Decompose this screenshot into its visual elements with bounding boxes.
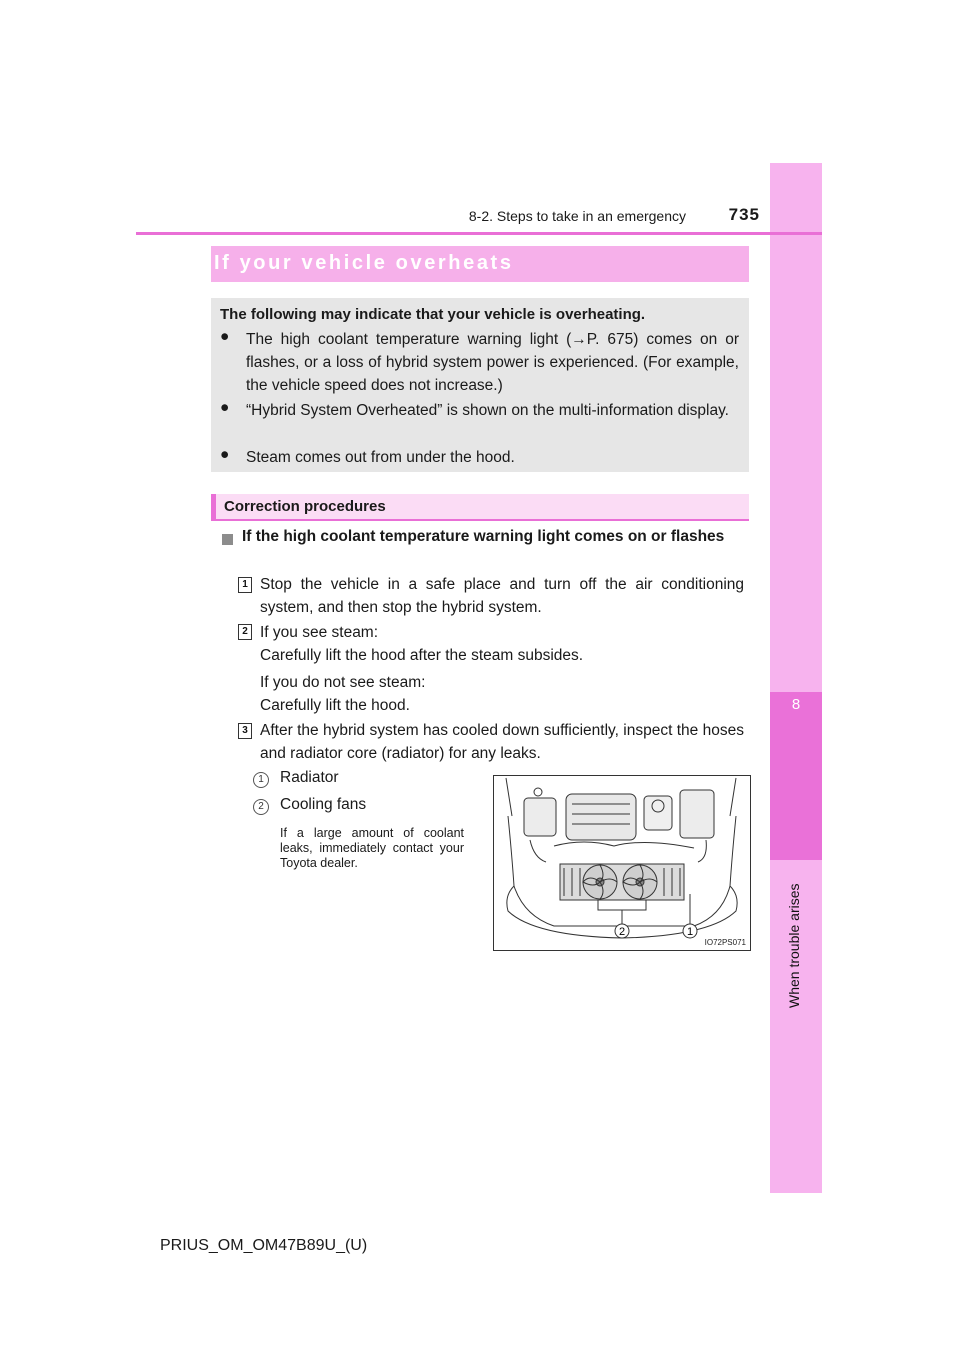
callout-number: 2 (253, 799, 269, 815)
step-text: If you see steam: (260, 624, 379, 641)
symptoms-lead: The following may indicate that your vehicle is overheating. (220, 306, 646, 323)
step-text: If you do not see steam: (260, 674, 426, 691)
document-code: PRIUS_OM_OM47B89U_(U) (160, 1237, 368, 1254)
engine-bay-drawing (494, 776, 750, 950)
engine-bay-illustration (493, 775, 751, 951)
figure-code: IO72PS071 (704, 938, 746, 947)
correction-heading-rule (211, 519, 749, 521)
chapter-title: When trouble arises (786, 883, 802, 1008)
bullet-dot: ● (220, 446, 230, 463)
legend-label: Radiator (280, 769, 339, 786)
square-bullet-icon (222, 534, 233, 545)
step-text: Carefully lift the hood after the steam subsides. (260, 647, 584, 664)
bullet-dot: ● (220, 328, 230, 345)
page-title: If your vehicle overheats (214, 252, 514, 274)
symptom-item: “Hybrid System Overheated” is shown on the multi-information display. (246, 402, 729, 419)
page-number: 735 (728, 205, 760, 224)
symptom-item: The high coolant temperature warning light (→P. 675) comes on or flashes, or a loss of hybrid system power is experienced. (For example, the vehicle speed does not increase.) (246, 331, 739, 394)
bullet-dot: ● (220, 399, 230, 416)
legend-label: Cooling fans (280, 796, 367, 813)
step-text: After the hybrid system has cooled down sufficiently, inspect the hoses and radiator core (radiator) for any leaks. (260, 722, 744, 762)
correction-heading: Correction procedures (224, 498, 386, 515)
chapter-side-tab (770, 163, 822, 1193)
callout-number: 2 (618, 926, 626, 938)
step-number: 1 (238, 577, 252, 593)
coolant-leak-note: If a large amount of coolant leaks, immediately contact your Toyota dealer. (280, 826, 464, 870)
symptom-item: Steam comes out from under the hood. (246, 449, 515, 466)
step-text: Carefully lift the hood. (260, 697, 410, 714)
warning-light-subheading: If the high coolant temperature warning light comes on or flashes (242, 528, 725, 545)
step-number: 3 (238, 723, 252, 739)
correction-heading-accent (211, 494, 216, 520)
chapter-number-box (770, 692, 822, 860)
step-text: Stop the vehicle in a safe place and turn off the air conditioning system, and then stop the hybrid system. (260, 576, 744, 616)
chapter-number: 8 (791, 696, 801, 713)
callout-number: 1 (253, 772, 269, 788)
section-title: 8-2. Steps to take in an emergency (468, 208, 686, 224)
header-rule (136, 232, 822, 235)
step-number: 2 (238, 624, 252, 640)
callout-number: 1 (686, 926, 694, 938)
